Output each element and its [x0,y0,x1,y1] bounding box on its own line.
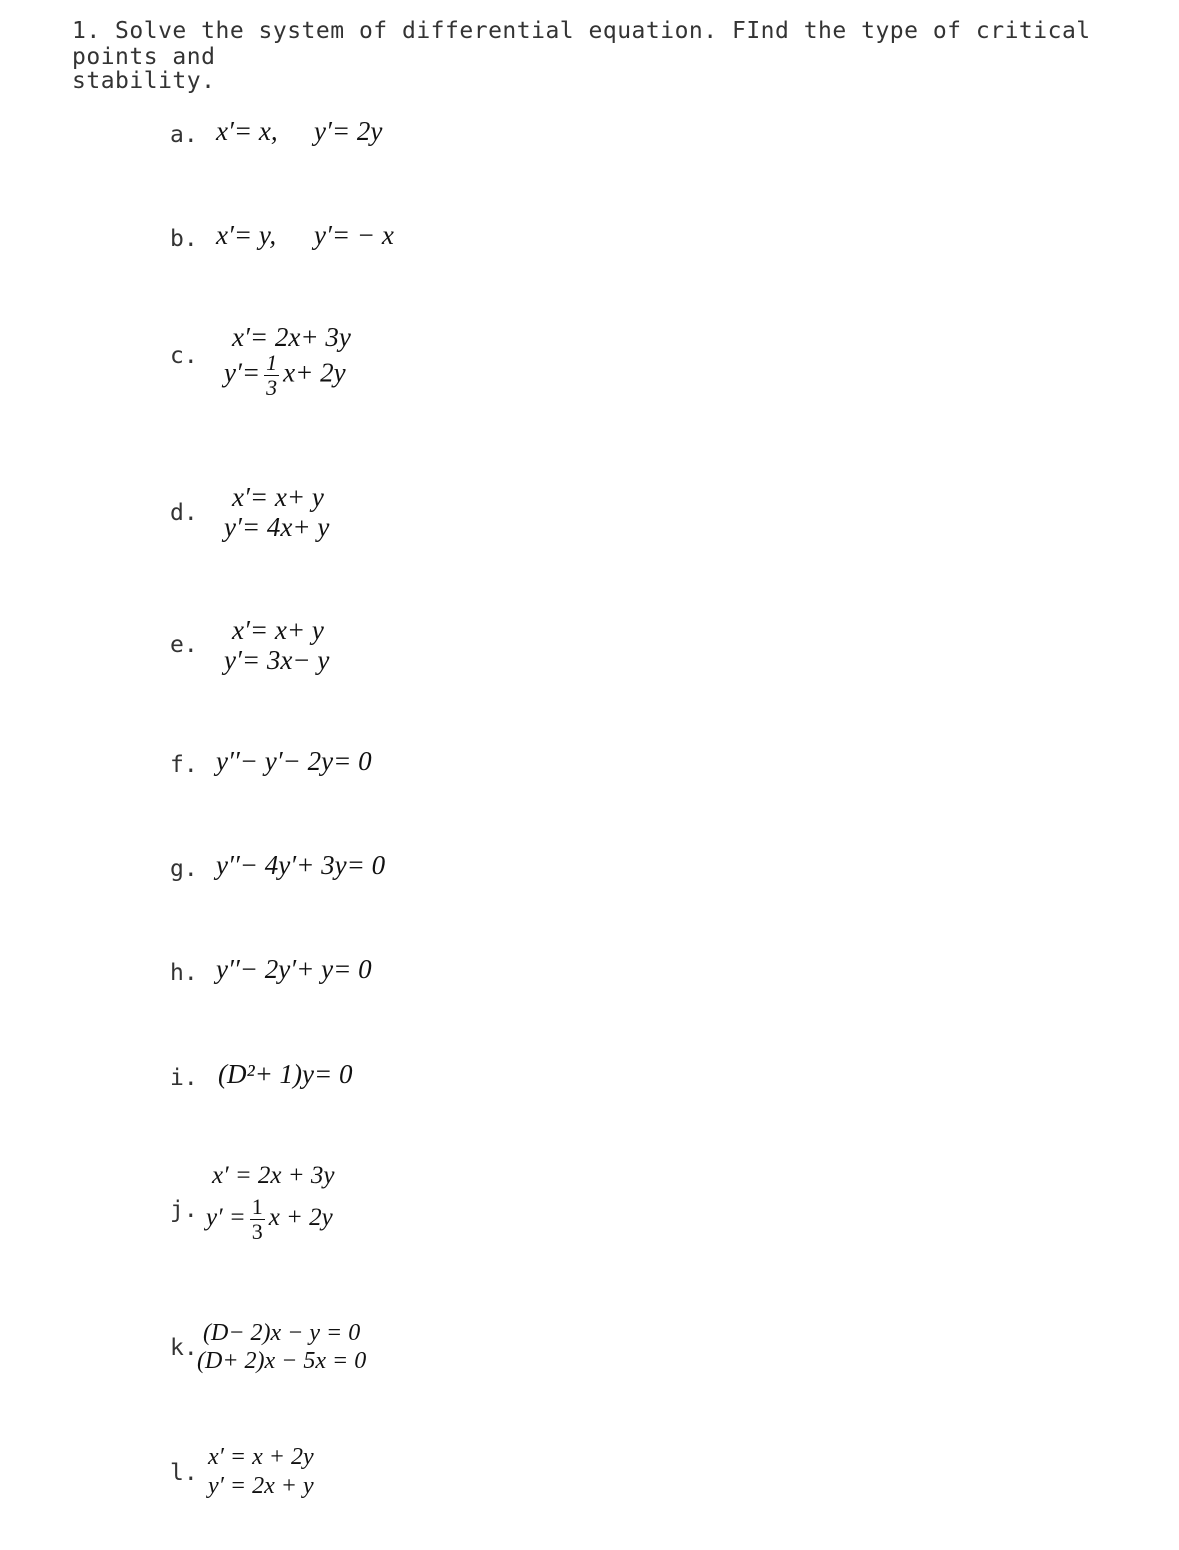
problem-i-equation: (D²+ 1)y= 0 [218,1059,353,1089]
problem-l-equation-2: y′ = 2x + y [208,1473,314,1499]
problem-g-equation: y′′− 4y′+ 3y= 0 [216,850,386,880]
problem-j-fraction [250,1196,265,1243]
problem-b-label: b. [170,226,198,252]
problem-d-equation-1: x′= x+ y [232,482,324,512]
problem-e-equation-2: y′= 3x− y [224,645,330,675]
problem-e-equation-1: x′= x+ y [232,615,324,645]
problem-c-eq2-lhs: y′= [224,357,261,388]
problem-d-label: d. [170,500,198,526]
problem-c-label: c. [170,343,198,369]
problem-c-numerator: 1 [266,350,278,375]
problem-j-label: j. [170,1197,198,1223]
problem-b-equation-y: y′= − x [314,220,394,250]
problem-j-eq2-rhs: x + 2y [268,1204,333,1232]
problem-b-equation-x: x′= y, [216,220,277,250]
problem-e-label: e. [170,632,198,658]
problem-j-numerator: 1 [251,1194,263,1219]
problem-a-equation-y: y′= 2y [314,116,383,146]
problem-f-label: f. [170,752,198,778]
problem-c-equation-2 [224,352,346,399]
problem-k-equation-1: (D− 2)x − y = 0 [203,1320,361,1346]
problem-f-equation: y′′− y′− 2y= 0 [216,746,372,776]
problem-j-denominator: 3 [251,1219,263,1244]
problem-k-equation-2: (D+ 2)x − 5x = 0 [197,1348,367,1374]
problem-statement-line-1: 1. Solve the system of differential equation. FInd the type of critical points and [72,18,1091,70]
problem-c-eq2-rhs: x+ 2y [283,357,346,388]
problem-l-equation-1: x′ = x + 2y [208,1444,314,1470]
problem-g-label: g. [170,856,198,882]
problem-i-label: i. [170,1065,198,1091]
problem-j-equation-2 [206,1196,333,1243]
problem-statement-line-2: stability. [72,68,216,94]
problem-j-equation-1: x′ = 2x + 3y [212,1162,335,1189]
problem-h-equation: y′′− 2y′+ y= 0 [216,954,372,984]
problem-c-equation-1: x′= 2x+ 3y [232,322,351,352]
problem-h-label: h. [170,960,198,986]
problem-a-label: a. [170,122,198,148]
problem-c-denominator: 3 [266,375,278,400]
problem-d-equation-2: y′= 4x+ y [224,512,330,542]
problem-k-label: k. [170,1335,198,1361]
problem-l-label: l. [170,1460,198,1486]
problem-c-fraction [264,352,279,399]
problem-j-eq2-lhs: y′ = [206,1204,246,1232]
problem-a-equation-x: x′= x, [216,116,278,146]
